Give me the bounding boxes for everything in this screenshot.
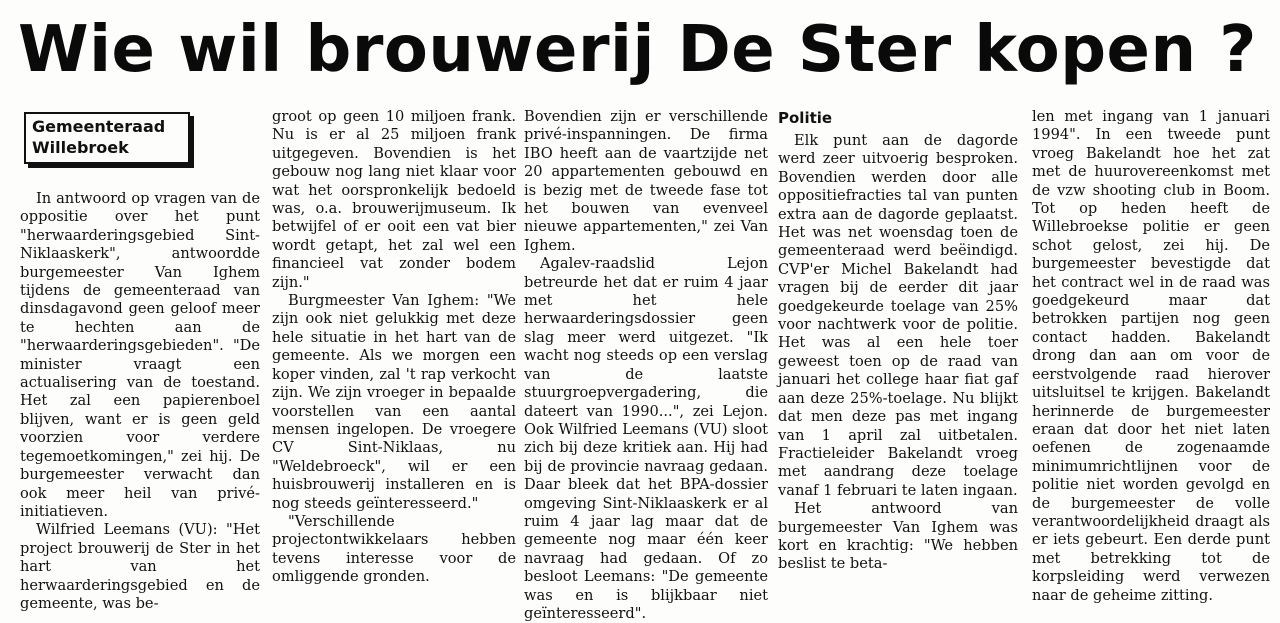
section-label-line1: Gemeenteraad bbox=[32, 117, 166, 136]
paragraph: "Verschillende projectontwikkelaars hebben tevens interesse voor de omliggende gronden. bbox=[272, 512, 516, 586]
paragraph: Elk punt aan de dagorde werd zeer uitvoerig besproken. Bovendien werden door alle oppositiefracties tal van punten extra aan de dagorde geplaatst. Het was net woensdag toen de gemeenteraad werd beëindigd. CVP'er Michel Bakelandt had vragen bij de eerder dit jaar goedgekeurde toelage van 25% voor nachtwerk voor de politie. Het was al een hele toer geweest toen op de raad van januari het college haar fiat gaf aan deze 25%-toelage. Nu blijkt dat men deze pas met ingang van 1 april zal uitbetalen. Fractieleider Bakelandt vroeg met aandrang deze toelage vanaf 1 februari te laten ingaan. bbox=[778, 132, 1018, 499]
section-label-line2: Willebroek bbox=[32, 138, 129, 157]
article-column-3 bbox=[524, 108, 768, 622]
paragraph: Agalev-raadslid Lejon betreurde het dat er ruim 4 jaar met het hele herwaarderingsdossier geen slag meer werd uitgezet. "Ik wacht nog steeds op een verslag van de laatste stuurgroepvergadering, die dateert van 1990...", zei Lejon. Ook Wilfried Leemans (VU) sloot zich bij deze kritiek aan. Hij had bij de provincie navraag gedaan. Daar bleek dat het BPA-dossier omgeving Sint-Niklaaskerk er al ruim 4 jaar lag maar dat de gemeente nog maar één keer navraag had gedaan. Of zo besloot Leemans: "De gemeente was en is blijkbaar niet geïnteresseerd". bbox=[524, 255, 768, 622]
headline: Wie wil brouwerij De Ster kopen ? bbox=[18, 13, 1257, 87]
section-label bbox=[24, 112, 190, 164]
article-column-2 bbox=[272, 108, 516, 586]
paragraph: len met ingang van 1 januari 1994". In een tweede punt vroeg Bakelandt hoe het zat met de huurovereenkomst met de vzw shooting club in Boom. Tot op heden heeft de Willebroekse politie er geen schot gelost, zei hij. De burgemeester bevestigde dat het contract wel in de raad was goedgekeurd maar dat betrokken partijen nog geen contact hadden. Bakelandt drong dan aan om voor de eerstvolgende raad hierover uitsluitsel te krijgen. Bakelandt herinnerde de burgemeester eraan dat door het niet laten oefenen de zogenaamde minimumrichtlijnen voor de politie niet worden gevolgd en de burgemeester de volle verantwoordelijkheid draagt als er iets gebeurt. Een derde punt met betrekking tot de korpsleiding werd verwezen naar de geheime zitting. bbox=[1032, 108, 1270, 604]
paragraph: In antwoord op vragen van de oppositie over het punt "herwaarderingsgebied Sint-Niklaaskerk", antwoordde burgemeester Van Ighem tijdens de gemeenteraad van dinsdagavond geen geloof meer te hechten aan de "herwaarderingsgebieden". "De minister vraagt een actualisering van de toestand. Het zal een papierenboel blijven, want er is geen geld voorzien voor verdere tegemoetkomingen," zei hij. De burgemeester verwacht dan ook meer heil van privé-initiatieven. bbox=[20, 190, 260, 520]
article-column-4 bbox=[778, 108, 1018, 573]
paragraph: Het antwoord van burgemeester Van Ighem was kort en krachtig: "We hebben beslist te beta- bbox=[778, 500, 1018, 573]
paragraph: groot op geen 10 miljoen frank. Nu is er al 25 miljoen frank uitgegeven. Bovendien is het gebouw nog lang niet klaar voor wat het oorspronkelijk bedoeld was, o.a. brouwerijmuseum. Ik betwijfel of er ooit een vat bier wordt getapt, het zal wel een financieel vat zonder bodem zijn." bbox=[272, 108, 516, 291]
subheading-politie: Politie bbox=[778, 109, 833, 127]
article-column-1 bbox=[20, 108, 260, 612]
paragraph: Burgmeester Van Ighem: "We zijn ook niet gelukkig met deze hele situatie in het hart van de gemeente. Als we morgen een koper vinden, zal 't rap verkocht zijn. We zijn vroeger in bepaalde voorstellen van een aantal mensen ingelopen. De vroegere CV Sint-Niklaas, nu "Weldebroeck", wil er een huisbrouwerij installeren en is nog steeds geïnteresseerd." bbox=[272, 292, 516, 512]
article-column-5 bbox=[1032, 108, 1270, 604]
paragraph: Wilfried Leemans (VU): "Het project brouwerij de Ster in het hart van het herwaarderingsgebied en de gemeente, was be- bbox=[20, 521, 260, 612]
paragraph: Bovendien zijn er verschillende privé-inspanningen. De firma IBO heeft aan de vaartzijde net 20 appartementen gebouwd en is bezig met de tweede fase tot het bouwen van evenveel nieuwe appartementen," zei Van Ighem. bbox=[524, 108, 768, 254]
